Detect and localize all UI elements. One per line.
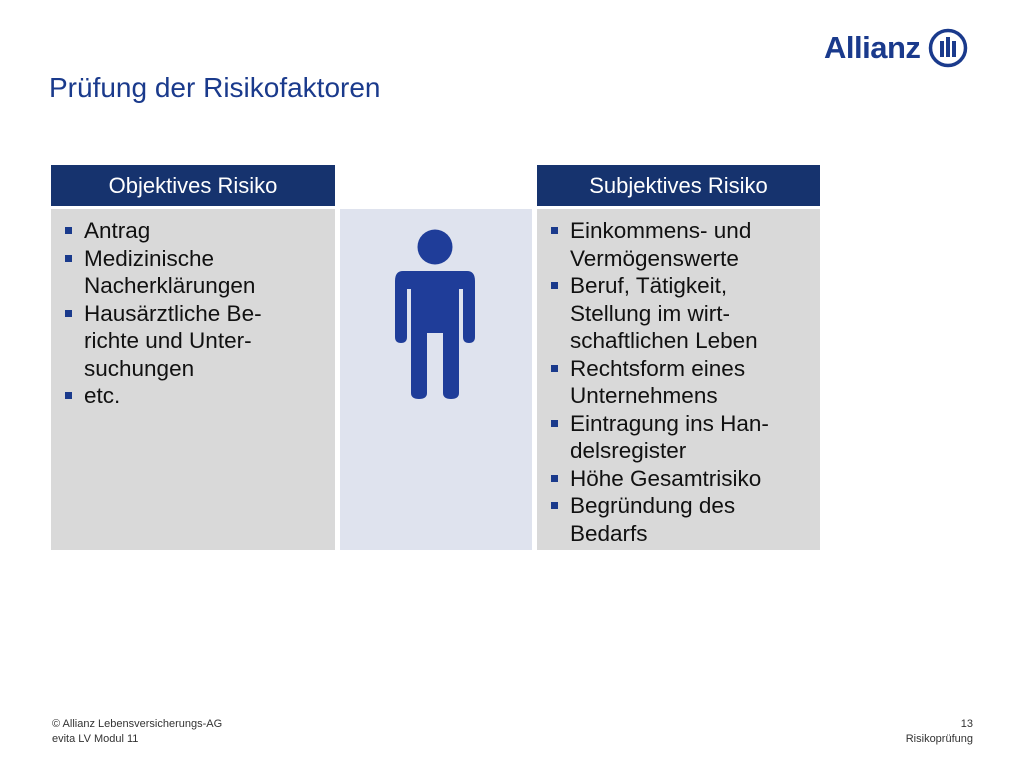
list-item: Höhe Gesamtrisiko xyxy=(549,465,806,493)
subjective-risk-panel xyxy=(537,209,820,550)
footer-right xyxy=(906,717,973,747)
allianz-logo xyxy=(824,28,968,68)
list-item: Hausärztliche Be-richte und Unter-suchungen xyxy=(63,300,289,383)
objective-risk-header: Objektives Risiko xyxy=(51,165,335,206)
list-item: Antrag xyxy=(63,217,321,245)
list-item: Medizinische Nacherklärungen xyxy=(63,245,274,300)
list-item: Begründung des Bedarfs xyxy=(549,492,785,547)
footer-copyright: © Allianz Lebensversicherungs-AG xyxy=(52,718,223,730)
list-item: Eintragung ins Han-delsregister xyxy=(549,410,785,465)
logo-wordmark: Allianz xyxy=(824,30,921,65)
list-item: Beruf, Tätigkeit, Stellung im wirt-schaftlichen Leben xyxy=(549,272,785,355)
allianz-eagle-icon xyxy=(928,28,968,68)
subjective-risk-header: Subjektives Risiko xyxy=(537,165,820,206)
objective-risk-panel xyxy=(51,209,335,550)
page-number: 13 xyxy=(960,718,973,730)
list-item: etc. xyxy=(63,382,321,410)
footer-module: evita LV Modul 11 xyxy=(52,733,139,745)
objective-risk-list xyxy=(51,209,335,410)
subjective-risk-list xyxy=(537,209,820,547)
slide-title: Prüfung der Risikofaktoren xyxy=(49,72,381,103)
footer-left xyxy=(52,717,222,747)
list-item: Rechtsform eines Unternehmens xyxy=(549,355,785,410)
footer-topic: Risikoprüfung xyxy=(905,733,973,745)
person-icon xyxy=(393,229,477,399)
list-item: Einkommens- und Vermögenswerte xyxy=(549,217,785,272)
